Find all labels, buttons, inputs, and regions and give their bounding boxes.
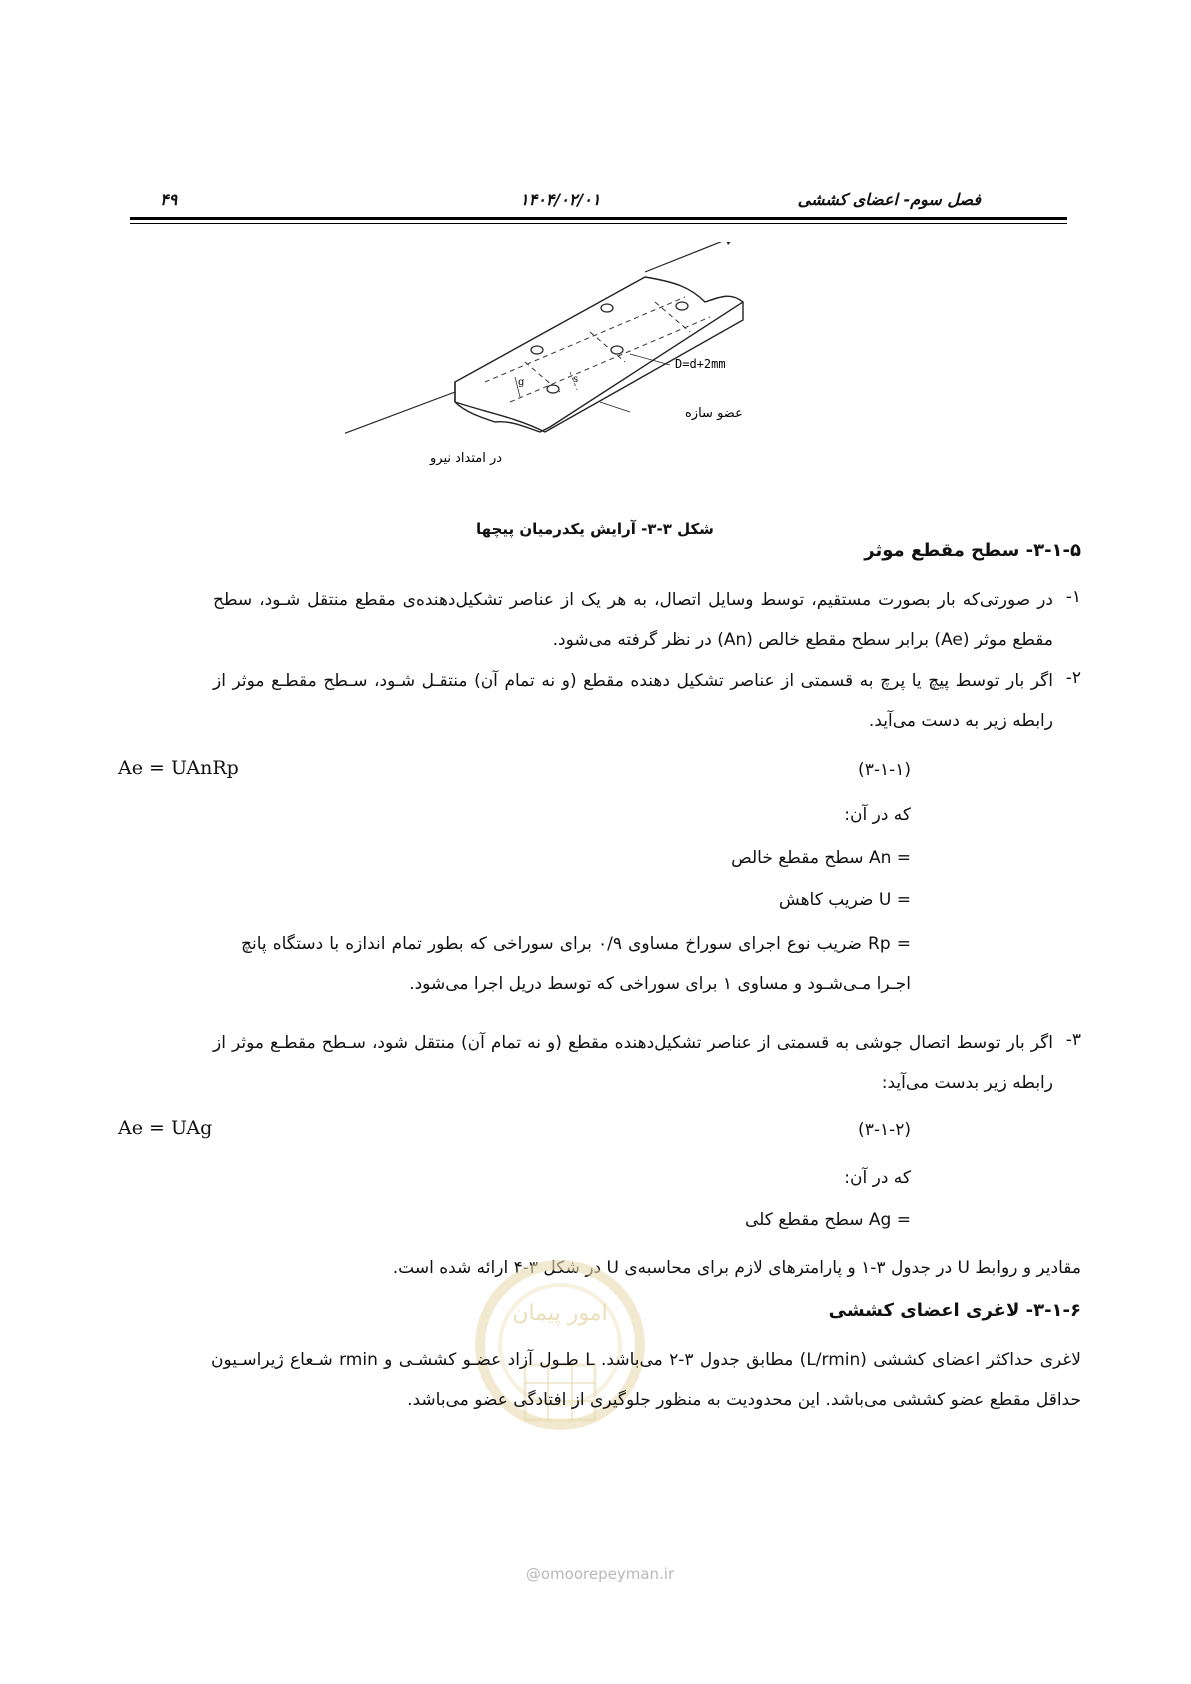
item-3-text: اگر بار توسط اتصال جوشی به قسمتی از عناصر تشکیل‌دهنده مقطع (و نه تمام آن) منتقل شود، سـطح مقطـع موثر از رابطه زیر بدست می‌آید: (213, 1033, 1053, 1093)
equation-1-formula: Ae = UAnRp (118, 757, 239, 779)
definition-hole-factor: = Rp ضریب نوع اجرای سوراخ مساوی ۰/۹ برای سوراخی که بطور تمام اندازه با دستگاه پانچ اجـرا مـی‌شـود و مساوی ۱ برای سوراخی که توسط دریل اجرا می‌شود. (241, 934, 911, 994)
watermark-logo-text: امور پیمان (512, 1301, 608, 1326)
item-2-text: اگر بار توسط پیچ یا پرچ به قسمتی از عناصر تشکیل دهنده مقطع (و نه تمام آن) منتقـل شـود، سـطح مقطـع موثر از رابطه زیر به دست می‌آید. (213, 671, 1053, 731)
item-1-text: در صورتی‌که بار بصورت مستقیم، توسط وسایل اتصال، به هر یک از عناصر تشکیل‌دهنده‌ی مقطع منتقل شـود، سطح مقطع موثر (Ae) برابر سطح مقطع خالص (An) در نظر گرفته می‌شود. (213, 590, 1053, 650)
staggered-bolts-figure (345, 242, 825, 517)
item-3-marker: ۳- (1065, 1030, 1081, 1050)
label-g: g (518, 377, 525, 388)
figure-caption: شکل ۳-۳- آرایش یکدرمیان پیچها (476, 520, 714, 538)
section-6-paragraph: لاغری حداکثر اعضای کششی (L/rmin) مطابق جدول ۳-۲ می‌باشد. L طـول آزاد عضـو کششـی و rmin شـعاع ژیراسـیون حداقل مقطع عضو کششی می‌باشد. این محدودیت به منظور جلوگیری از افتادگی عضو می‌باشد. (211, 1350, 1081, 1410)
bolt-hole-4 (611, 346, 623, 354)
label-member: عضو سازه (685, 406, 743, 421)
where-label-1: که در آن: (844, 805, 911, 825)
label-s: s (573, 374, 579, 385)
definition-gross-area: = Ag سطح مقطع کلی (744, 1210, 911, 1230)
equation-2-formula: Ae = UAg (118, 1117, 213, 1139)
arrow-bottom-line (345, 392, 455, 437)
header-rule-thick (130, 217, 1067, 220)
bolt-hole-1 (531, 346, 543, 354)
equation-1-number: (۳-۱-۱) (858, 760, 911, 780)
section-heading-effective-area: ۳-۱-۵- سطح مقطع موثر (864, 540, 1081, 561)
definition-net-area: = An سطح مقطع خالص (731, 848, 911, 868)
watermark-site: @omoorepeyman.ir (525, 1565, 675, 1583)
section-heading-slenderness: ۳-۱-۶- لاغری اعضای کششی (828, 1300, 1081, 1321)
bolt-hole-3 (601, 304, 613, 312)
item-2-marker: ۲- (1065, 668, 1081, 688)
section-5-closing: مقادیر و روابط U در جدول ۳-۱ و پارامترهای لازم برای محاسبه‌ی U در شکل ۳-۴ ارائه شده است. (392, 1258, 1081, 1278)
arrow-top-head (725, 242, 735, 245)
arrow-top-line (645, 242, 733, 272)
chapter-title: فصل سوم- اعضای کششی (797, 190, 981, 209)
header-date: ۱۴۰۴/۰۲/۰۱ (520, 190, 601, 209)
equation-2-number: (۳-۱-۲) (858, 1120, 911, 1140)
page-number: ۴۹ (160, 190, 178, 209)
bolt-hole-2 (547, 385, 559, 393)
definition-reduction-factor: = U ضریب کاهش (778, 890, 911, 910)
label-diameter: D=d+2mm (675, 357, 726, 371)
item-1-marker: ۱- (1065, 587, 1081, 607)
header-rule-thin (130, 223, 1067, 224)
where-label-2: که در آن: (844, 1168, 911, 1188)
label-force-direction: در امتداد نیرو (430, 451, 503, 466)
bolt-hole-5 (676, 302, 688, 310)
